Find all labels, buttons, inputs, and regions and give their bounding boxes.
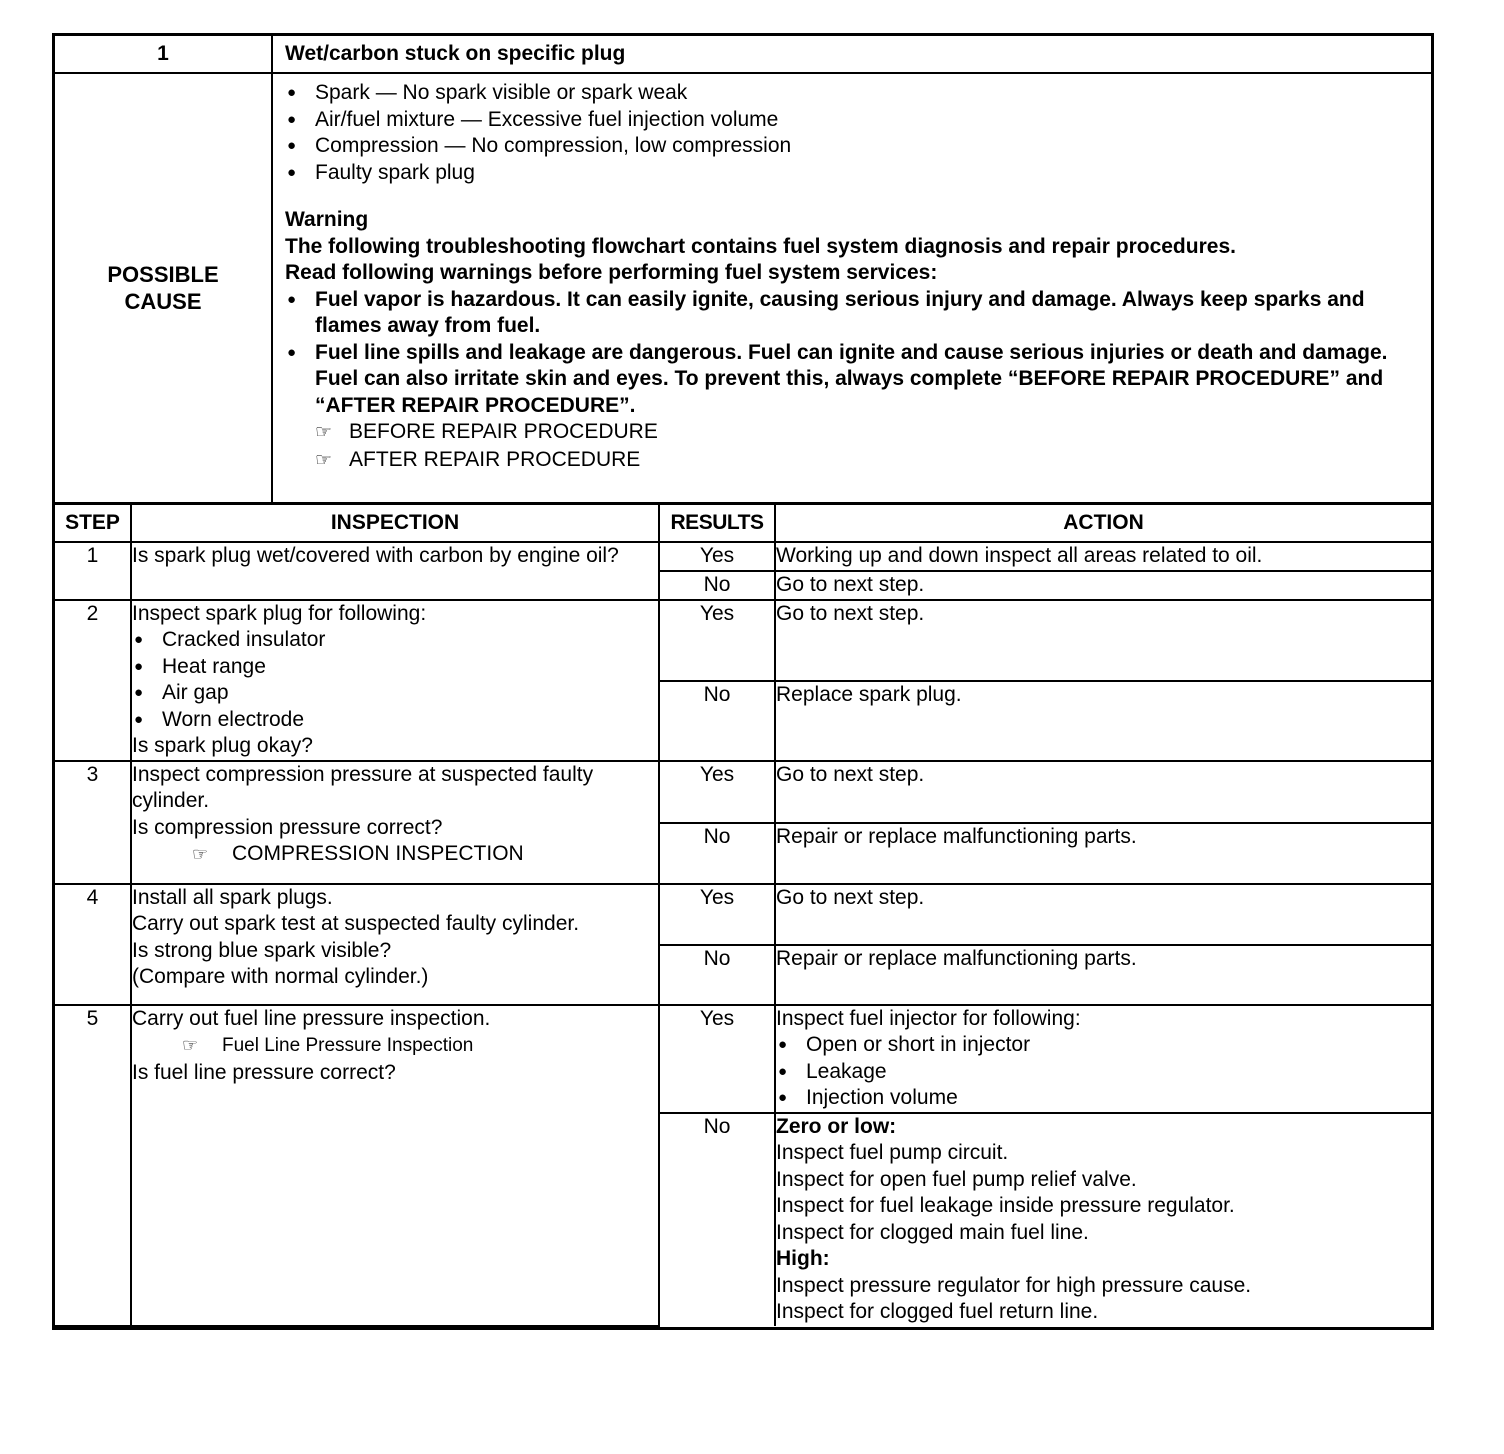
cause-item: ● Faulty spark plug <box>285 160 1411 187</box>
action-no: Go to next step. <box>775 571 1431 600</box>
action-text: Inspect fuel pump circuit. <box>776 1141 1009 1164</box>
step-inspection <box>131 884 659 1005</box>
warning-list <box>285 287 1411 420</box>
inspection-question: Is spark plug okay? <box>132 734 313 757</box>
action-item: ● Open or short in injector <box>776 1032 1431 1059</box>
inspection-text: Inspect spark plug for following: <box>132 601 427 625</box>
action-no <box>775 1113 1431 1326</box>
action-text: Inspect for open fuel pump relief valve. <box>776 1167 1137 1191</box>
possible-cause-label-line2: CAUSE <box>124 289 202 314</box>
inspection-item: ● Heat range <box>132 654 658 681</box>
table-row <box>55 761 1431 823</box>
table-row <box>55 1005 1431 1113</box>
step-inspection <box>131 761 659 884</box>
pointing-hand-icon: ☞ <box>182 1035 199 1055</box>
action-text: Inspect for clogged main fuel line. <box>776 1220 1089 1244</box>
reference-link[interactable] <box>285 447 1411 475</box>
action-yes: Working up and down inspect all areas related to oil. <box>775 542 1431 571</box>
possible-cause-label-line1: POSSIBLE <box>107 262 219 287</box>
inspection-text: Carry out spark test at suspected faulty cylinder. <box>132 912 580 935</box>
pointing-hand-icon: ☞ <box>315 449 333 471</box>
warning-intro: Read following warnings before performing fuel system services: <box>285 261 938 284</box>
step-inspection <box>131 542 659 600</box>
cause-list <box>285 80 1411 186</box>
reference-label: Fuel Line Pressure Inspection <box>222 1035 474 1056</box>
column-header-step: STEP <box>55 505 131 542</box>
action-no: Replace spark plug. <box>775 681 1431 761</box>
step-inspection <box>131 1005 659 1326</box>
inspection-text: Carry out fuel line pressure inspection. <box>132 1006 491 1030</box>
result-yes: Yes <box>659 542 775 571</box>
inspection-note: (Compare with normal cylinder.) <box>132 965 429 988</box>
warning-title: Warning <box>285 208 369 231</box>
column-header-results: RESULTS <box>659 505 775 542</box>
action-no: Repair or replace malfunctioning parts. <box>775 823 1431 884</box>
action-text: Inspect pressure regulator for high pressure cause. <box>776 1273 1252 1297</box>
action-item: ● Leakage <box>776 1059 1431 1086</box>
table-row <box>55 884 1431 945</box>
reference-link[interactable] <box>285 419 1411 447</box>
item-title: Wet/carbon stuck on specific plug <box>285 42 626 65</box>
action-text: Inspect fuel injector for following: <box>776 1006 1081 1030</box>
result-yes: Yes <box>659 600 775 681</box>
result-no: No <box>659 823 775 884</box>
result-yes: Yes <box>659 761 775 823</box>
reference-link[interactable] <box>132 1032 658 1060</box>
step-number: 4 <box>55 884 131 1005</box>
column-header-inspection: INSPECTION <box>131 505 659 542</box>
inspection-item: ● Air gap <box>132 680 658 707</box>
item-number: 1 <box>55 36 273 72</box>
step-number: 2 <box>55 600 131 761</box>
table-header-row <box>55 505 1431 542</box>
step-number: 3 <box>55 761 131 884</box>
action-yes: Go to next step. <box>775 600 1431 681</box>
action-yes <box>775 1005 1431 1113</box>
result-no: No <box>659 681 775 761</box>
result-yes: Yes <box>659 1005 775 1113</box>
inspection-list <box>132 627 658 733</box>
troubleshooting-sheet <box>52 33 1434 1330</box>
result-yes: Yes <box>659 884 775 945</box>
inspection-question: Is strong blue spark visible? <box>132 938 392 962</box>
inspection-item: ● Worn electrode <box>132 707 658 734</box>
warning-intro: The following troubleshooting flowchart contains fuel system diagnosis and repair procedures. <box>285 234 1236 258</box>
cause-item: ● Air/fuel mixture — Excessive fuel injection volume <box>285 107 1411 134</box>
action-list <box>776 1032 1431 1112</box>
action-yes: Go to next step. <box>775 884 1431 945</box>
possible-cause-body <box>273 74 1431 502</box>
reference-link[interactable] <box>132 841 658 868</box>
warning-item: ● Fuel vapor is hazardous. It can easily ignite, causing serious injury and damage. Always keep sparks and flames away from fuel. <box>285 287 1411 340</box>
step-number: 5 <box>55 1005 131 1326</box>
warning-item: ● Fuel line spills and leakage are dangerous. Fuel can ignite and cause serious injuries or death and damage. Fuel can also irritate skin and eyes. To prevent this, always complete “BEFORE REPAIR PROCEDURE” and “AFTER REPAIR PROCEDURE”. <box>285 340 1411 420</box>
header-row <box>55 36 1431 74</box>
steps-table <box>55 505 1431 1327</box>
cause-item: ● Spark — No spark visible or spark weak <box>285 80 1411 107</box>
column-header-action: ACTION <box>775 505 1431 542</box>
action-text: Inspect for clogged fuel return line. <box>776 1300 1099 1323</box>
action-yes: Go to next step. <box>775 761 1431 823</box>
cause-item: ● Compression — No compression, low compression <box>285 133 1411 160</box>
inspection-text: Inspect compression pressure at suspected faulty cylinder. <box>132 762 594 812</box>
reference-label: BEFORE REPAIR PROCEDURE <box>349 420 658 443</box>
inspection-text: Install all spark plugs. <box>132 885 333 909</box>
inspection-item: ● Cracked insulator <box>132 627 658 654</box>
inspection-text: Is spark plug wet/covered with carbon by engine oil? <box>132 544 619 567</box>
inspection-question: Is fuel line pressure correct? <box>132 1060 396 1084</box>
possible-cause-label <box>55 74 273 502</box>
pointing-hand-icon: ☞ <box>315 422 333 443</box>
action-subheading: High: <box>776 1247 830 1270</box>
action-no: Repair or replace malfunctioning parts. <box>775 945 1431 1005</box>
table-row <box>55 542 1431 571</box>
result-no: No <box>659 945 775 1005</box>
step-number: 1 <box>55 542 131 600</box>
pointing-hand-icon: ☞ <box>192 844 209 864</box>
action-item: ● Injection volume <box>776 1085 1431 1112</box>
step-inspection <box>131 600 659 761</box>
action-subheading: Zero or low: <box>776 1114 897 1138</box>
possible-cause-row <box>55 74 1431 505</box>
action-text: Inspect for fuel leakage inside pressure regulator. <box>776 1194 1235 1217</box>
result-no: No <box>659 571 775 600</box>
table-row <box>55 600 1431 681</box>
result-no: No <box>659 1113 775 1326</box>
reference-label: COMPRESSION INSPECTION <box>232 842 524 865</box>
reference-label: AFTER REPAIR PROCEDURE <box>349 447 641 471</box>
inspection-question: Is compression pressure correct? <box>132 815 443 839</box>
